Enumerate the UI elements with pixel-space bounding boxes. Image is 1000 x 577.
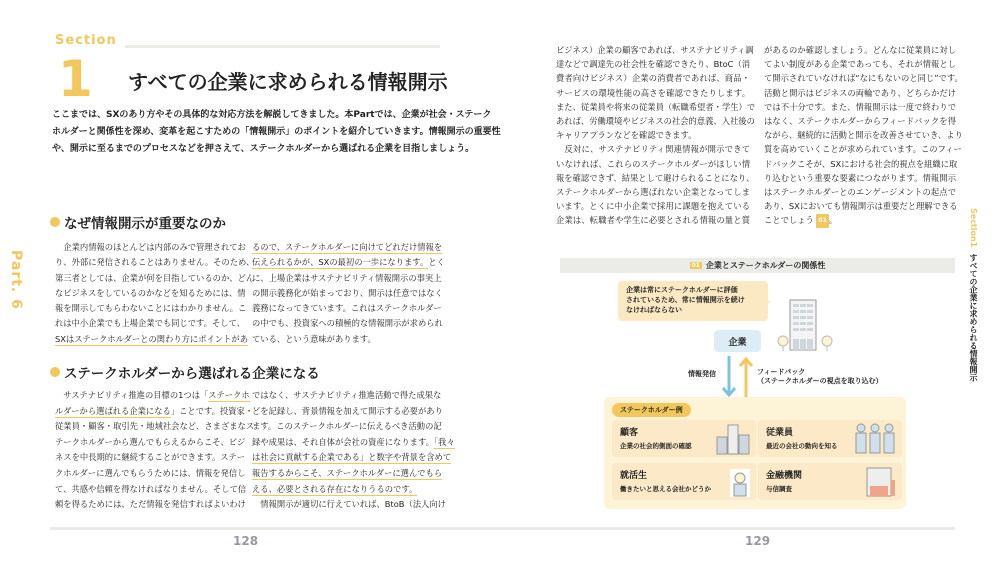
- text-segment: キャリアプランなどを確認できます。: [556, 130, 697, 141]
- text-segment: 従業員・顧客・取引先・地域社会など、さまざまなス: [55, 421, 255, 432]
- heading-text: ステークホルダーから選ばれる企業になる: [64, 366, 320, 382]
- text-segment: て、共感や信頼を得なければなりません。そして信: [55, 483, 247, 494]
- text-line: [556, 57, 750, 71]
- text-segment: て開示されていなければ“なにもないのと同じ”です。: [764, 73, 963, 84]
- heading-why-disclosure: [50, 212, 226, 232]
- text-line: [252, 388, 440, 404]
- text-segment: ている、という意味があります。: [252, 333, 376, 344]
- heading-chosen-company: [50, 362, 320, 382]
- bank-building-icon: [866, 466, 896, 498]
- page-number-right: 129: [745, 534, 771, 548]
- text-line: [252, 450, 452, 466]
- page-title: すべての企業に求められる情報開示: [128, 70, 448, 94]
- text-segment: があるのか確認しましょう。どんなに従業員に対し: [764, 45, 956, 55]
- text-line: [764, 100, 956, 114]
- text-segment: 費者向けビジネス）企業の消費者であれば、商品・: [556, 73, 750, 84]
- card-title: 顧客: [620, 428, 639, 438]
- text-line: [764, 142, 962, 156]
- text-segment: の中でも、投資家への積極的な情報開示が求められ: [252, 318, 443, 329]
- text-line: [556, 185, 750, 199]
- text-line: [55, 255, 255, 270]
- body-column-5: [556, 43, 756, 228]
- text-segment: クホルダーに選んでもらうためには、情報を発信し: [55, 467, 246, 478]
- body-column-6: [764, 43, 963, 228]
- text-segment: サステナビリティ推進の目標の1つは「: [55, 390, 209, 400]
- student-icon: [730, 469, 750, 497]
- text-line: [252, 301, 440, 316]
- part-label: Part. 6: [8, 250, 24, 310]
- company-box: 企業: [714, 330, 761, 352]
- text-segment: いなければ、これらのステークホルダーがほしい情: [556, 158, 750, 169]
- text-line: [764, 57, 956, 71]
- text-segment: の開示義務化が始まっており、開示は任意ではなく: [252, 287, 443, 298]
- text-segment: に、上場企業はサステナビリティ情報開示の事実上: [252, 272, 442, 283]
- text-segment: れは中小企業でも上場企業でも同じです。そして、: [55, 318, 246, 329]
- text-segment: ます。このステークホルダーに伝えるべき活動の記: [252, 421, 442, 432]
- text-line: [252, 419, 440, 435]
- text-line: [55, 466, 246, 482]
- text-segment: てよい制度がある企業であっても、それが情報とし: [764, 59, 956, 70]
- highlighted-text: える、必要とされる存在になりうるのです。: [252, 483, 418, 494]
- text-line: [55, 301, 247, 316]
- page-number-left: 128: [233, 534, 259, 548]
- text-line: [556, 100, 756, 114]
- text-line: [556, 157, 750, 171]
- text-segment: はステークホルダーとのエンゲージメントの起点で: [764, 187, 956, 198]
- text-segment: ではなく、サステナビリティ推進活動で得た成果な: [252, 390, 442, 400]
- text-line: [764, 43, 956, 57]
- text-line: [764, 86, 956, 100]
- card-desc: 働きたいと思える会社かどうか: [620, 485, 711, 493]
- text-line: [252, 466, 443, 482]
- text-line: [556, 171, 755, 185]
- bullet-dot-icon: [50, 217, 60, 227]
- text-line: [252, 404, 443, 420]
- text-segment: サービスの環境性能の高さを確認できたりします。: [556, 87, 750, 98]
- text-line: [252, 482, 440, 498]
- figure-reference-badge: 01: [816, 214, 828, 228]
- text-line: [556, 213, 750, 227]
- body-column-2: [252, 240, 445, 347]
- text-line: [252, 497, 446, 513]
- office-building-icon: [775, 296, 837, 356]
- highlighted-text: 「我々: [433, 436, 455, 447]
- highlighted-text: 伝えられるかが、SXの最初の一歩になります。: [252, 257, 429, 268]
- text-line: [252, 435, 455, 451]
- text-segment: はなく、ステークホルダーからフィードバックを得: [764, 116, 956, 127]
- section-rule: [125, 45, 440, 48]
- highlighted-text: るので、ステークホルダーに向けてどれだけ情報を: [252, 242, 443, 252]
- intro-line: や、開示に至るまでのプロセスなどを押さえて、ステークホルダーから選ばれる企業を目指しましょう。: [52, 144, 475, 154]
- arrows-icon: [720, 356, 754, 398]
- card-job-seeker: [612, 463, 756, 500]
- card-desc: 与信調査: [766, 485, 792, 493]
- text-line: [764, 199, 956, 213]
- figure-badge: 01: [691, 262, 700, 269]
- text-segment: ながら、継続的に活動と開示を改善させていき、より: [764, 130, 963, 141]
- text-line: [556, 128, 750, 142]
- text-segment: 企業内情報のほとんどは内部のみで管理されてお: [55, 242, 246, 252]
- text-segment: 。: [828, 215, 838, 226]
- text-segment: ことでしょう: [764, 215, 817, 226]
- text-segment: あれば、労働環境やビジネスの社会的意義、入社後の: [556, 116, 755, 127]
- text-line: [252, 271, 440, 286]
- text-line: [764, 171, 956, 185]
- text-line: [55, 286, 246, 301]
- side-section-title: すべての企業に求められる情報開示: [969, 253, 978, 382]
- feedback-label-line: （ステークホルダーの視点を取り込む）: [757, 377, 883, 385]
- intro-paragraph: [52, 107, 501, 158]
- text-line: [55, 450, 246, 466]
- card-desc: 最近の会社の動向を知る: [766, 442, 838, 450]
- heading-text: なぜ情報開示が重要なのか: [64, 216, 226, 232]
- bubble-line: なければならない: [626, 306, 682, 314]
- card-customer: [612, 420, 756, 457]
- text-line: [252, 316, 443, 331]
- text-segment: 報を開示してもらわないことにはわかりません。こ: [55, 303, 247, 314]
- text-segment: 録や成果は、それ自体が会社の資産になります。: [252, 436, 434, 447]
- buildings-icon: [716, 423, 750, 455]
- card-title: 従業員: [766, 428, 794, 438]
- intro-line: ホルダーと関係性を深め、変革を起こすための「情報開示」のポイントを紹介していきます。情報開示の重要性: [52, 127, 501, 137]
- text-segment: 義務になってきています。これはステークホルダー: [252, 303, 442, 314]
- text-line: [55, 419, 255, 435]
- card-financial-institution: [758, 463, 902, 500]
- highlighted-text: は社会に貢献する企業である」と数字や背景を含めて: [252, 452, 452, 463]
- text-segment: 」ことです。投資家・: [170, 405, 254, 416]
- text-line: [764, 185, 956, 199]
- stakeholder-tag: ステークホルダー例: [612, 403, 691, 417]
- text-segment: テークホルダーから選んでもらえるからこそ、ビジ: [55, 436, 246, 447]
- text-line: [556, 199, 750, 213]
- text-segment: あり、SXにおいても情報開示は重要だと理解できる: [764, 201, 958, 212]
- text-line: [556, 43, 754, 57]
- text-segment: どを記録し、背景情報を加えて開示する必要があり: [252, 405, 443, 416]
- text-line: [55, 332, 248, 347]
- text-line: [55, 497, 246, 513]
- body-column-3: [55, 388, 255, 513]
- text-segment: 達などで調達先の社会性を確認できたり、BtoC（消: [556, 59, 751, 70]
- text-segment: 情報開示が適切に行えていれば、BtoB（法人向け: [252, 499, 446, 510]
- text-line: [764, 157, 956, 171]
- figure-caption-bar: [560, 258, 955, 273]
- text-segment: ステークホルダーから選ばれない企業となってしま: [556, 187, 750, 198]
- bullet-dot-icon: [50, 367, 60, 377]
- text-line: [764, 128, 963, 142]
- card-title: 金融機関: [766, 471, 803, 481]
- text-segment: り、外部に発信されることはありません。そのため、: [55, 257, 255, 268]
- text-line: [55, 388, 250, 404]
- speech-bubble: [618, 281, 768, 321]
- feedback-label: [757, 368, 883, 386]
- figure-caption: 企業とステークホルダーの関係性: [705, 261, 826, 270]
- text-segment: 第三者としては、企業が何を目指しているのか、どん: [55, 272, 255, 283]
- text-line: [252, 255, 445, 270]
- card-employee: [758, 420, 902, 457]
- text-segment: では不十分です。また、情報開示は一度で終わりで: [764, 101, 956, 112]
- text-segment: とく: [428, 257, 445, 268]
- text-line: [55, 482, 247, 498]
- text-line: [252, 332, 440, 347]
- highlighted-text: SXはステークホルダーとの関わり方にポイントがあ: [55, 333, 248, 344]
- side-section-number: Section1: [969, 208, 978, 248]
- feedback-label-line: フィードバック: [757, 368, 806, 376]
- text-segment: なビジネスをしているのかなどを知るためには、情: [55, 287, 246, 298]
- text-segment: 反対に、サステナビリティ関連情報が開示できて: [556, 144, 750, 155]
- highlighted-text: ステークホ: [208, 390, 250, 400]
- text-segment: います。とくに中小企業で採用に課題を抱えている: [556, 201, 750, 212]
- text-segment: ネスを中長期的に継続することができます。ステー: [55, 452, 246, 463]
- side-section-label: [968, 208, 979, 381]
- text-segment: 企業は、転職者や学生に必要とされる情報の量と質: [556, 215, 750, 226]
- text-line: [764, 71, 963, 85]
- text-line: [252, 286, 443, 301]
- text-line: [556, 142, 750, 156]
- footer-rule: [50, 527, 955, 530]
- text-segment: 報を確認できず、結果として避けられることになり、: [556, 172, 755, 183]
- text-segment: また、従業員や将来の従業員（転職希望者・学生）で: [556, 101, 756, 112]
- text-line: [55, 240, 246, 255]
- employees-icon: [854, 423, 896, 455]
- text-line: [764, 213, 956, 228]
- bubble-line: 企業は常にステークホルダーに評価: [626, 286, 738, 294]
- body-column-1: [55, 240, 255, 347]
- text-line: [556, 114, 755, 128]
- text-line: [55, 271, 255, 286]
- body-column-4: [252, 388, 455, 513]
- text-segment: ビジネス）企業の顧客であれば、サステナビリティ調: [556, 45, 754, 55]
- highlighted-text: ルダーから選ばれる企業になる: [55, 405, 171, 416]
- highlighted-text: 報告するからこそ、ステークホルダーに選んでもら: [252, 467, 443, 478]
- text-segment: 頼を得るためには、ただ情報を発信すればよいわけ: [55, 499, 246, 510]
- text-line: [55, 404, 254, 420]
- section-number: 1: [58, 50, 93, 108]
- text-line: [55, 435, 246, 451]
- card-desc: 企業の社会的側面の確認: [620, 442, 692, 450]
- text-segment: 質を高めていくことが求められています。このフィー: [764, 144, 962, 155]
- section-label: Section: [55, 33, 117, 48]
- text-line: [55, 316, 246, 331]
- text-line: [556, 86, 750, 100]
- intro-line: ここまでは、SXのあり方やその具体的な対応方法を解説してきました。本Partでは、企業が社会・ステーク: [52, 110, 492, 120]
- text-line: [556, 71, 750, 85]
- text-segment: ドバックこそが、SXにおける社会的視点を組織に取: [764, 158, 958, 169]
- bubble-line: されているため、常に情報開示を続け: [626, 296, 745, 304]
- text-segment: り込むという重要な要素につながります。情報開示: [764, 172, 956, 183]
- card-title: 就活生: [620, 471, 648, 481]
- info-send-label: 情報発信: [688, 370, 716, 378]
- text-line: [252, 240, 443, 255]
- text-segment: 活動と開示はビジネスの両輪であり、どちらかだけ: [764, 87, 956, 98]
- text-line: [764, 114, 956, 128]
